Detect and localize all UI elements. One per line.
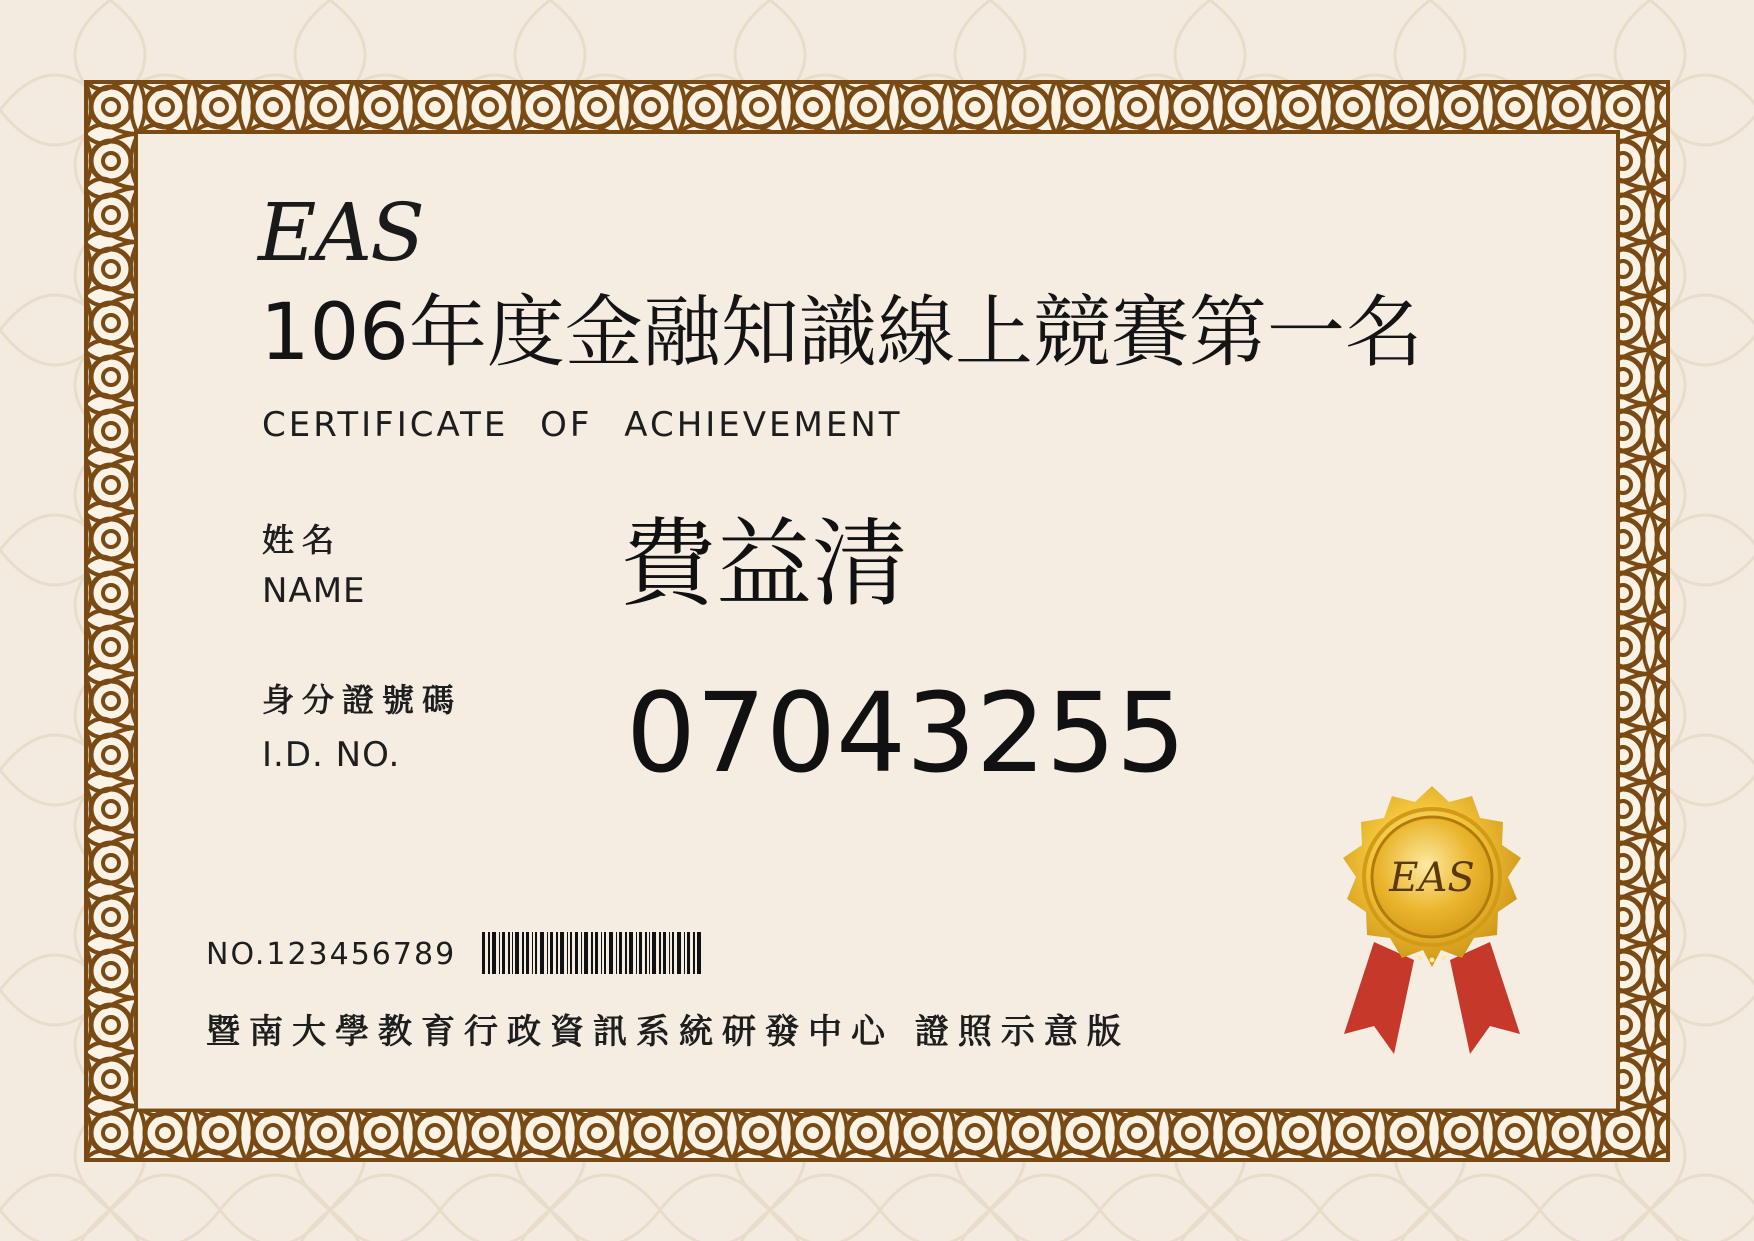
ribbon-left <box>1344 942 1414 1054</box>
ribbon-right <box>1450 942 1520 1054</box>
id-label-en: I.D. NO. <box>262 735 401 775</box>
gold-seal <box>1322 782 1542 1062</box>
certificate-title: 106年度金融知識線上競賽第一名 <box>260 288 1423 378</box>
barcode <box>482 932 704 974</box>
recipient-name: 費益清 <box>620 508 908 620</box>
id-number: 07043255 <box>626 669 1186 797</box>
name-label-zh: 姓名 <box>262 521 343 559</box>
certificate-subtitle: CERTIFICATE OF ACHIEVEMENT <box>262 405 903 445</box>
name-label-en: NAME <box>262 571 366 611</box>
seal-text: EAS <box>1389 855 1475 901</box>
serial-number: NO.123456789 <box>206 937 457 972</box>
issuer-line: 暨南大學教育行政資訊系統研發中心 證照示意版 <box>206 1012 1130 1052</box>
id-label-zh: 身分證號碼 <box>262 681 463 719</box>
eas-logo: EAS <box>258 186 423 279</box>
